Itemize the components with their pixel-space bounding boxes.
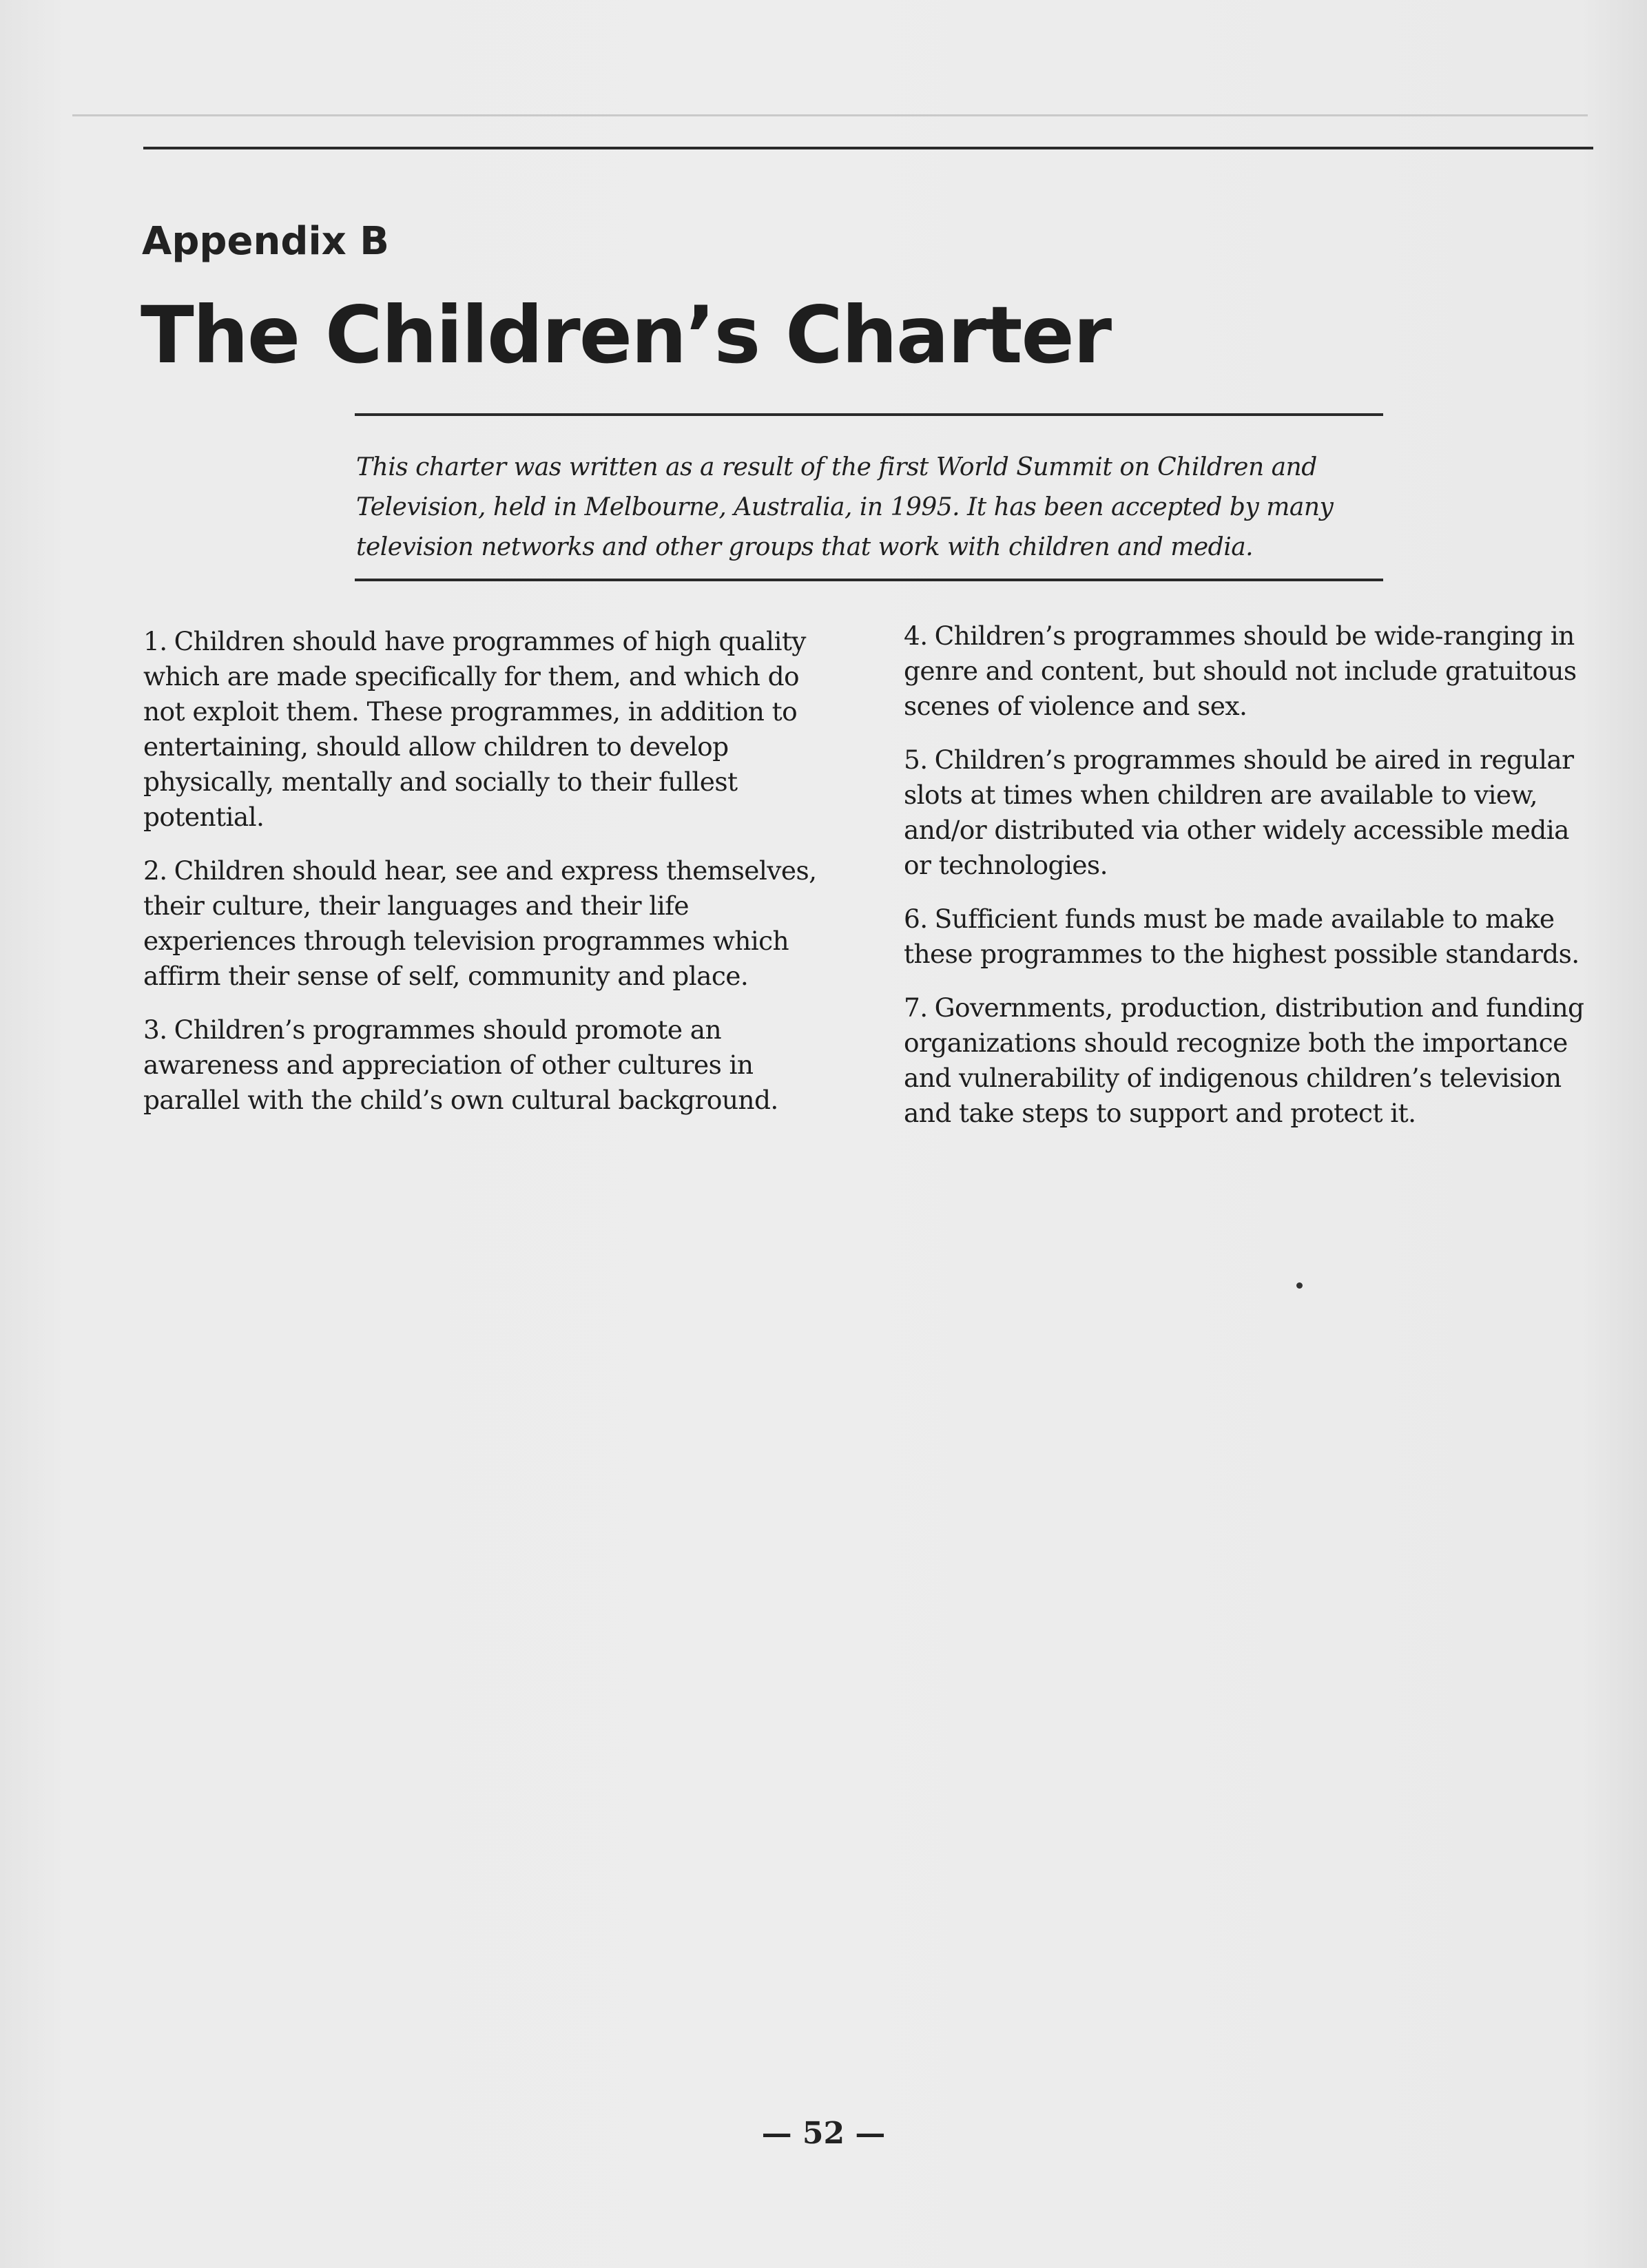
item-number: 3. [143,1015,167,1045]
item-text: Sufficient funds must be made available to make these programmes to the highest possible standards. [904,904,1579,969]
item-text: Children should have programmes of high quality which are made specifically for them, and which do not exploit them. These programmes, in addition to entertaining, should allow children to develop physically, mentally and socially to their fullest potential. [143,626,806,832]
item-number: 5. [904,745,928,775]
bleed-through-rule [72,114,1588,116]
item-text: Governments, production, distribution and funding organizations should recognize both the importance and vulnerability of indigenous children’s television and take steps to support and protect it. [904,992,1584,1128]
charter-left-column [143,624,840,1136]
charter-item-7 [904,990,1593,1131]
item-number: 4. [904,621,928,651]
charter-right-column [904,618,1593,1149]
item-number: 6. [904,904,928,934]
item-text: Children’s programmes should be wide-ranging in genre and content, but should not include gratuitous scenes of violence and sex. [904,621,1577,721]
intro-bottom-rule [355,579,1383,581]
header-rule [143,147,1593,149]
item-number: 7. [904,992,928,1023]
charter-item-2 [143,853,840,994]
item-text: Children’s programmes should promote an awareness and appreciation of other cultures in parallel with the child’s own cultural background. [143,1015,778,1115]
item-text: Children should hear, see and express themselves, their culture, their languages and their life experiences through television programmes which affirm their sense of self, community and place. [143,855,817,991]
charter-item-4 [904,618,1593,724]
item-number: 2. [143,855,167,886]
item-number: 1. [143,626,167,656]
page-title: The Children’s Charter [141,289,1111,381]
stray-mark [1296,1282,1303,1289]
intro-top-rule [355,413,1383,416]
item-text: Children’s programmes should be aired in regular slots at times when children are available to view, and/or distributed via other widely accessible media or technologies. [904,745,1574,880]
charter-item-3 [143,1012,840,1118]
charter-item-5 [904,742,1593,883]
charter-item-1 [143,624,840,835]
intro-paragraph: This charter was written as a result of the first World Summit on Children and Television, held in Melbourne, Australia, in 1995. It has been accepted by many television networks and other groups that work with children and media. [356,453,1334,561]
charter-item-6 [904,902,1593,972]
appendix-label: Appendix B [142,219,389,264]
page-number: — 52 — [761,2116,886,2151]
